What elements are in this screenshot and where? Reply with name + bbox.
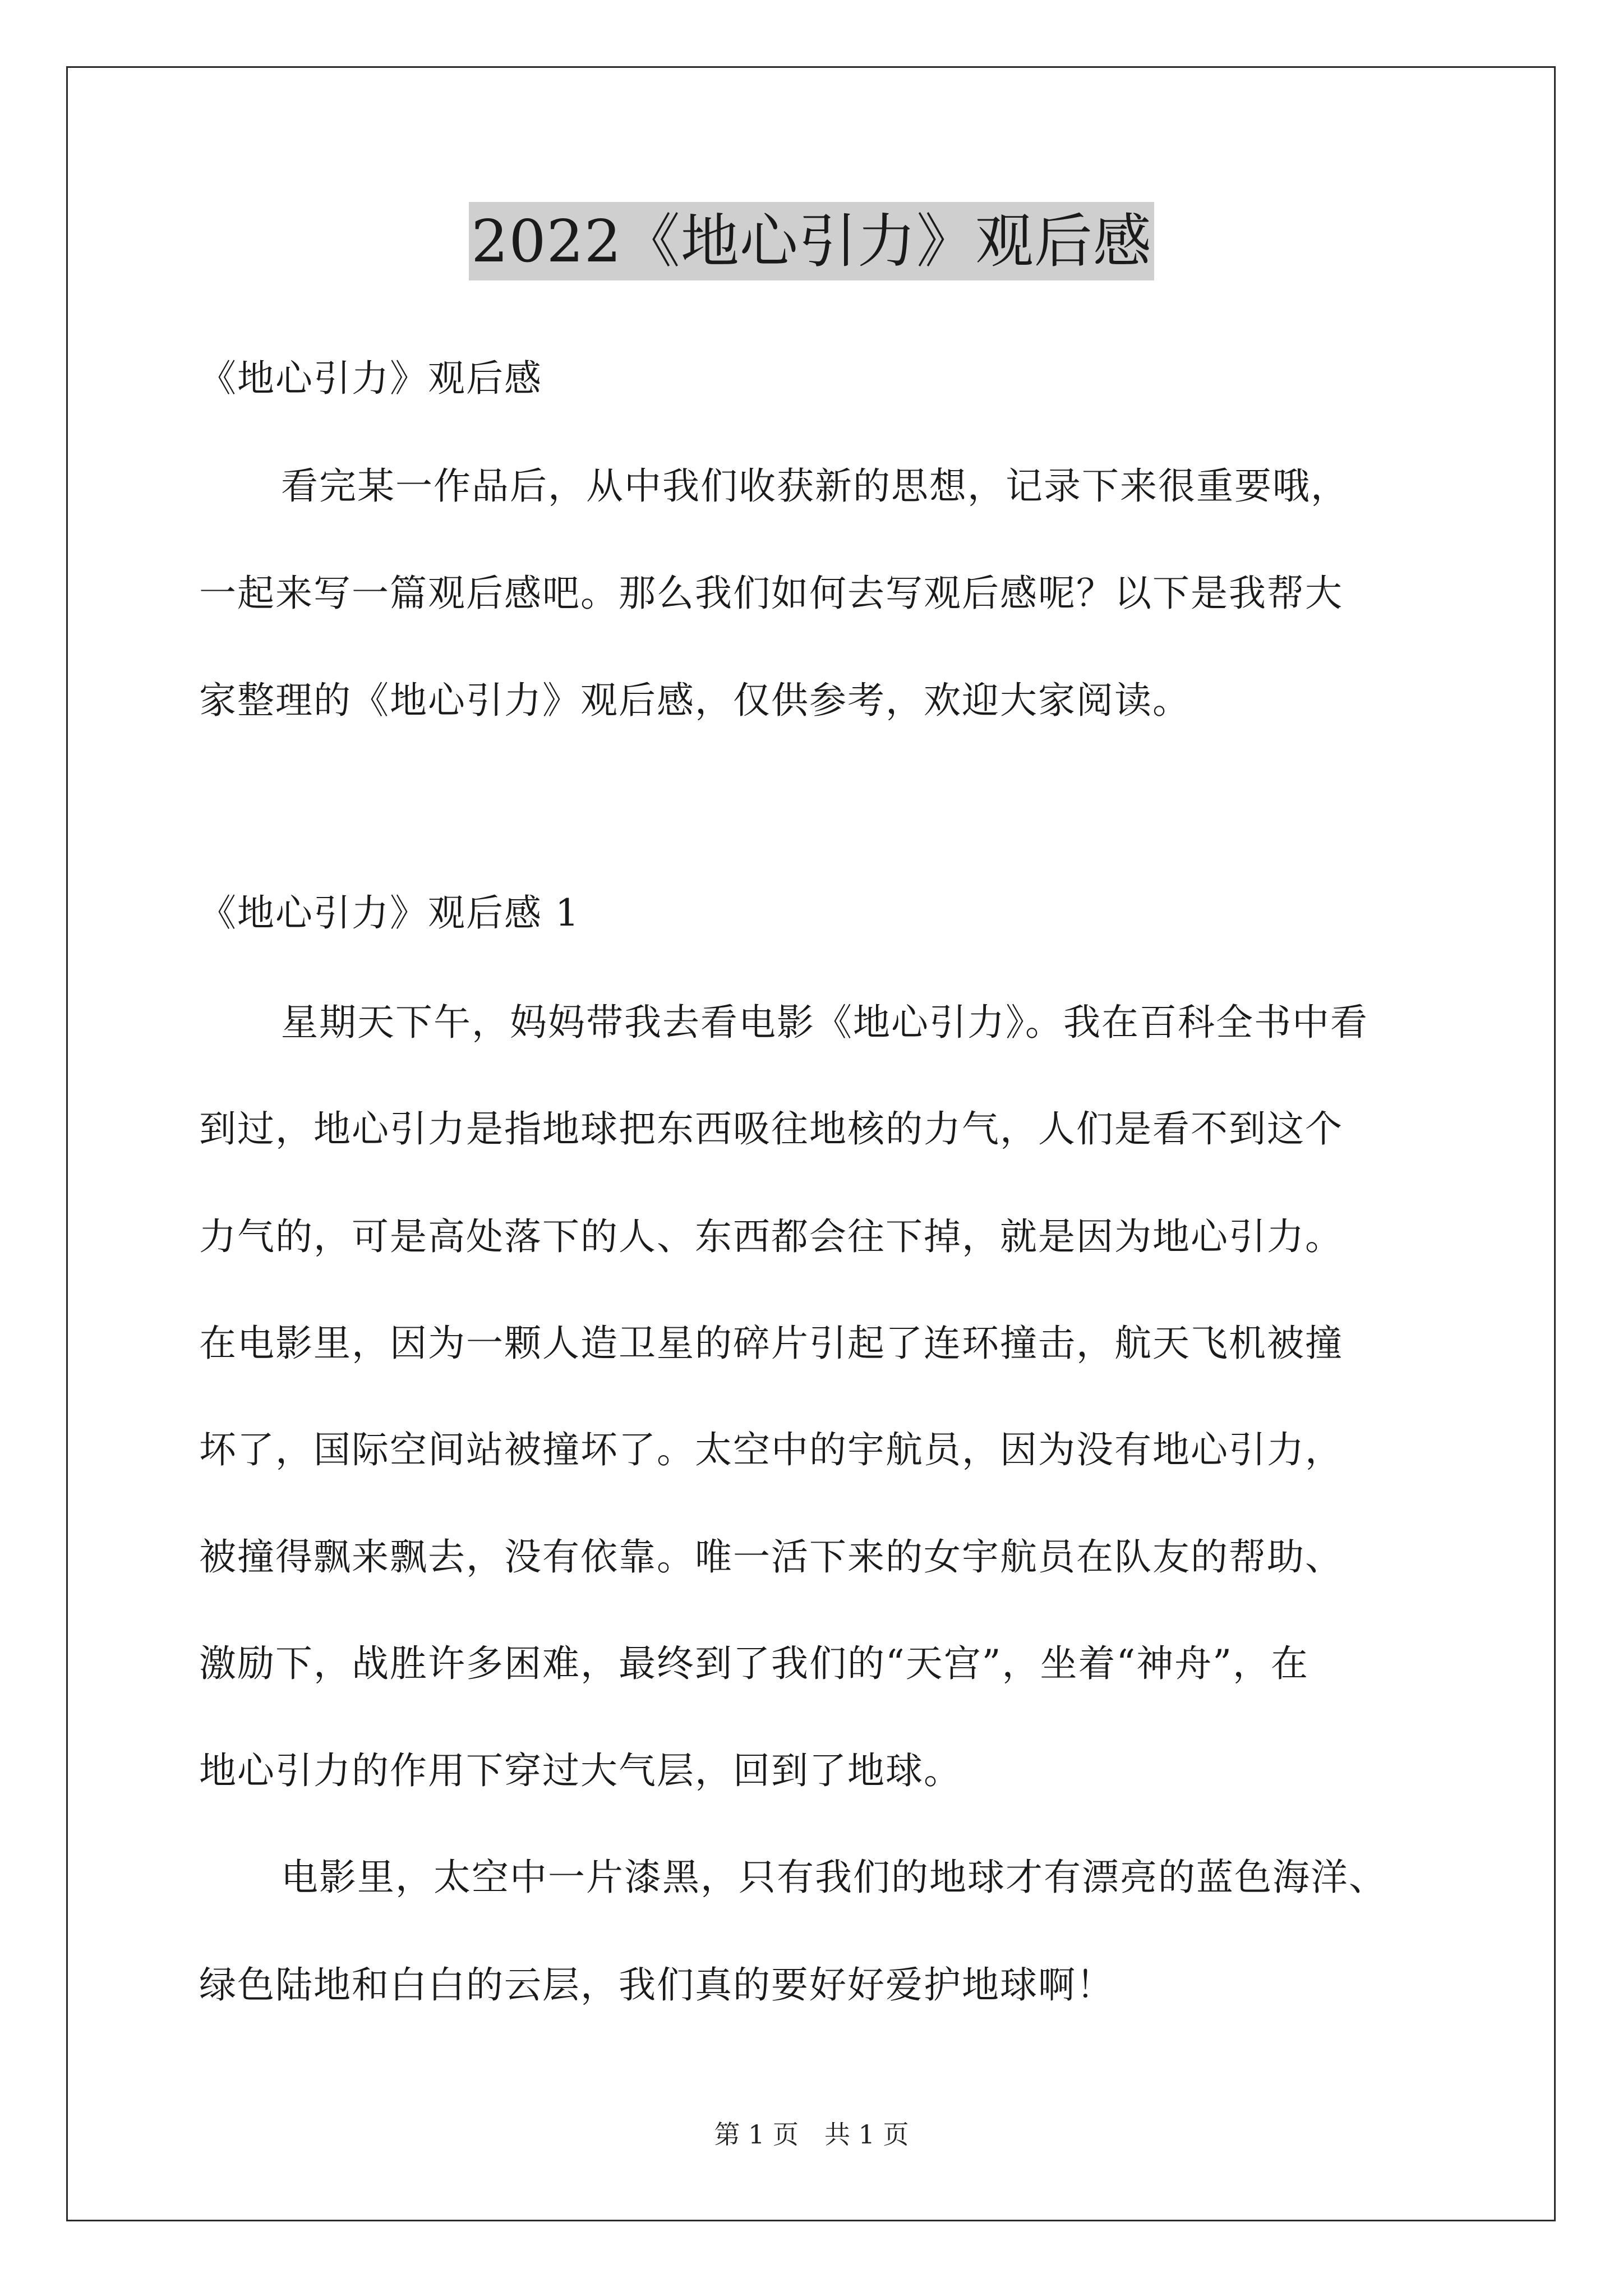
subtitle: 《地心引力》观后感 bbox=[199, 357, 542, 400]
paragraph-line: 地心引力的作用下穿过大气层，回到了地球。 bbox=[199, 1749, 962, 1792]
title-wrap bbox=[0, 202, 1623, 280]
paragraph-line: 到过，地心引力是指地球把东西吸往地核的力气，人们是看不到这个 bbox=[199, 1107, 1343, 1151]
intro-line: 看完某一作品后，从中我们收获新的思想，记录下来很重要哦， bbox=[281, 464, 1349, 508]
paragraph-line: 被撞得飘来飘去，没有依靠。唯一活下来的女宇航员在队友的帮助、 bbox=[199, 1535, 1343, 1579]
document-title: 2022《地心引力》观后感 bbox=[469, 202, 1154, 280]
paragraph-line: 电影里，太空中一片漆黑，只有我们的地球才有漂亮的蓝色海洋、 bbox=[281, 1856, 1387, 1899]
paragraph-line: 坏了，国际空间站被撞坏了。太空中的宇航员，因为没有地心引力， bbox=[199, 1428, 1343, 1471]
paragraph-line: 激励下，战胜许多困难，最终到了我们的“天宫”，坐着“神舟”，在 bbox=[199, 1642, 1309, 1685]
intro-line: 一起来写一篇观后感吧。那么我们如何去写观后感呢？以下是我帮大 bbox=[199, 572, 1343, 615]
paragraph-line: 绿色陆地和白白的云层，我们真的要好好爱护地球啊！ bbox=[199, 1963, 1114, 2007]
intro-line: 家整理的《地心引力》观后感，仅供参考，欢迎大家阅读。 bbox=[199, 679, 1191, 722]
paragraph-line: 在电影里，因为一颗人造卫星的碎片引起了连环撞击，航天飞机被撞 bbox=[199, 1322, 1343, 1365]
section-heading: 《地心引力》观后感 1 bbox=[199, 891, 580, 935]
paragraph-line: 力气的，可是高处落下的人、东西都会往下掉，就是因为地心引力。 bbox=[199, 1215, 1343, 1258]
paragraph-line: 星期天下午，妈妈带我去看电影《地心引力》。我在百科全书中看 bbox=[281, 1001, 1368, 1044]
page-number: 第 1 页 共 1 页 bbox=[714, 2119, 909, 2150]
